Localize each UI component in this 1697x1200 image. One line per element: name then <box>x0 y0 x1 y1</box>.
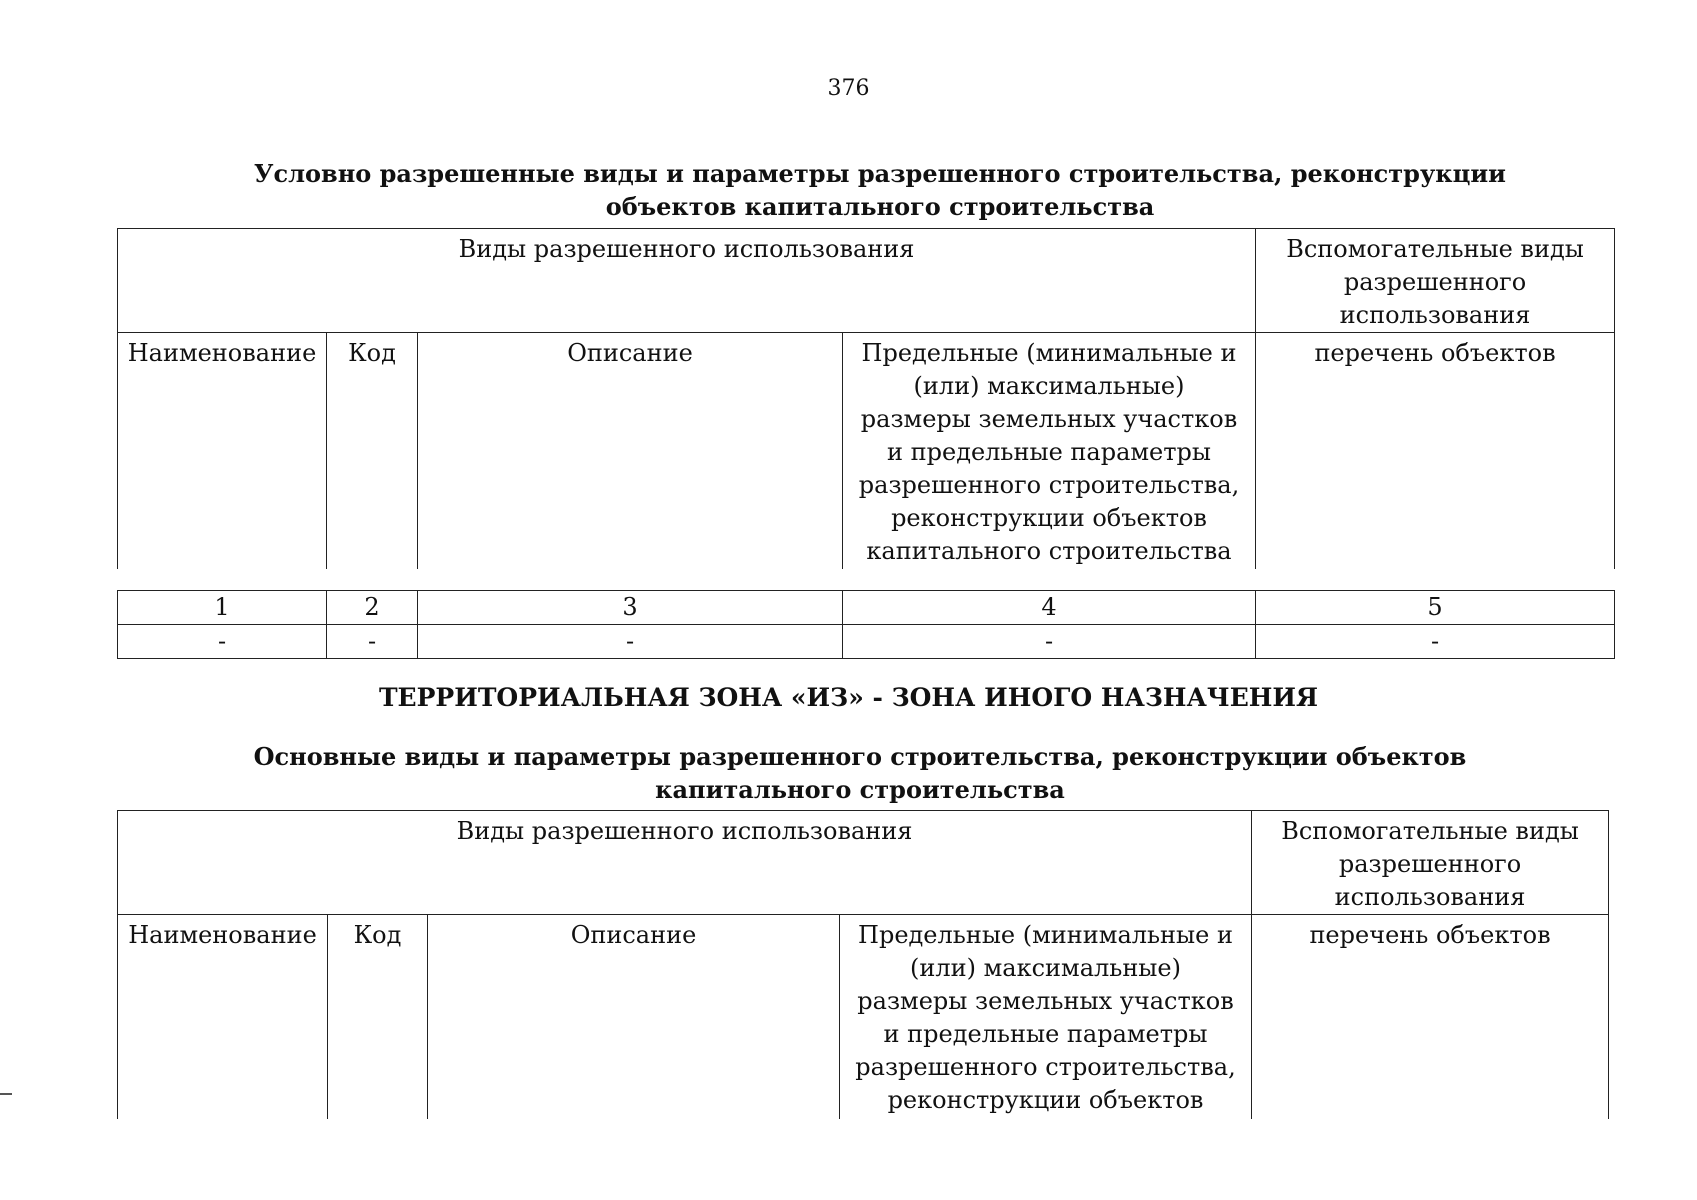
group-header-cell <box>118 811 1252 915</box>
page-number: 376 <box>827 76 870 101</box>
section1-header-table <box>117 228 1615 569</box>
column-header-name: Наименование <box>118 915 328 1120</box>
column-numbers-row <box>118 591 1615 625</box>
column-header-objects: перечень объектов <box>1252 915 1609 1120</box>
auxiliary-header-label: Вспомогательные виды разрешенного использования <box>1281 817 1579 911</box>
table-row <box>118 625 1615 659</box>
column-header-description: Описание <box>418 333 843 570</box>
margin-tick <box>0 1093 12 1095</box>
auxiliary-header-cell <box>1256 229 1615 333</box>
column-number: 2 <box>327 591 418 625</box>
column-header-name: Наименование <box>118 333 327 570</box>
column-header-limits: Предельные (минимальные и (или) максимальные) размеры земельных участков и предельные параметры разрешенного строительства, реконструкции объектов <box>840 915 1252 1120</box>
column-header-limits: Предельные (минимальные и (или) максимальные) размеры земельных участков и предельные параметры разрешенного строительства, реконструкции объектов капитального строительства <box>843 333 1256 570</box>
column-number: 4 <box>843 591 1256 625</box>
group-header-cell <box>118 229 1256 333</box>
section1-body-table <box>117 590 1615 659</box>
column-header-description: Описание <box>428 915 840 1120</box>
column-header-code: Код <box>328 915 428 1120</box>
table-cell: - <box>118 625 327 659</box>
table-cell: - <box>327 625 418 659</box>
column-number: 5 <box>1256 591 1615 625</box>
table-cell: - <box>843 625 1256 659</box>
group-header-label: Виды разрешенного использования <box>458 235 915 263</box>
section2-header-table <box>117 810 1609 1119</box>
auxiliary-header-label: Вспомогательные виды разрешенного использования <box>1286 235 1584 329</box>
column-number: 3 <box>418 591 843 625</box>
group-header-label: Виды разрешенного использования <box>456 817 913 845</box>
table-cell: - <box>418 625 843 659</box>
table-cell: - <box>1256 625 1615 659</box>
auxiliary-header-cell <box>1252 811 1609 915</box>
section2-heading: Основные виды и параметры разрешенного строительства, реконструкции объектов капитального строительства <box>253 742 1467 804</box>
column-number: 1 <box>118 591 327 625</box>
section1-heading: Условно разрешенные виды и параметры разрешенного строительства, реконструкции объектов капитального строительства <box>254 159 1506 221</box>
zone-title: ТЕРРИТОРИАЛЬНАЯ ЗОНА «ИЗ» - ЗОНА ИНОГО НАЗНАЧЕНИЯ <box>378 683 1319 712</box>
column-header-code: Код <box>327 333 418 570</box>
column-header-objects: перечень объектов <box>1256 333 1615 570</box>
